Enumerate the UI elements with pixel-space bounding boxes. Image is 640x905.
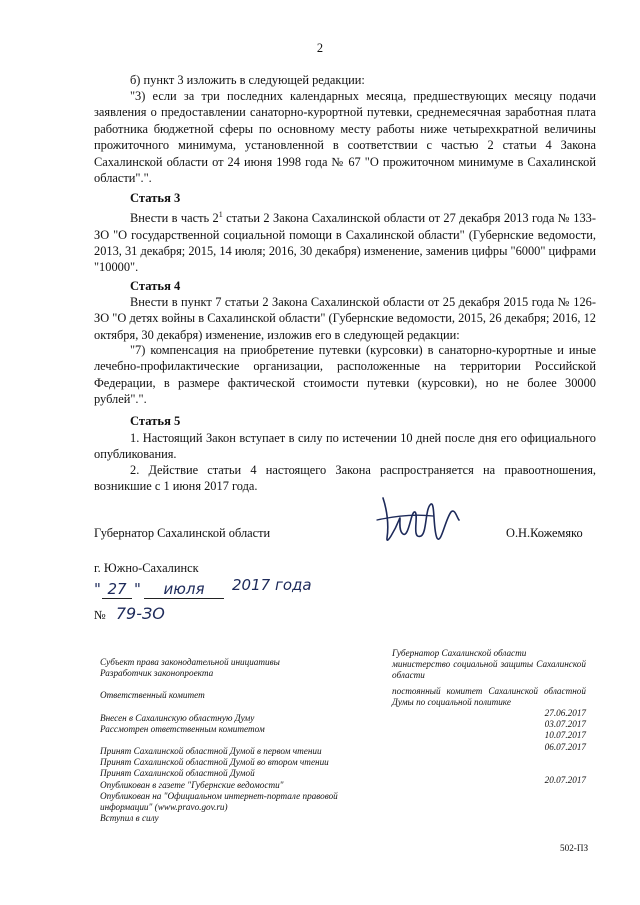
meta-left-column — [100, 657, 370, 824]
meta-date-adopted: 06.07.2017 — [544, 741, 586, 752]
meta-submitted-label: Внесен в Сахалинскую областную Думу — [100, 712, 255, 723]
meta-published-portal-label: Опубликован на "Официальном интернет-портале правовой информации" (www.pravo.gov.ru) — [100, 790, 338, 813]
meta-right-column — [392, 648, 586, 786]
date-close-quote: " — [134, 580, 141, 598]
meta-date-submitted: 27.06.2017 — [544, 708, 586, 719]
article-3-text-before: Внести в часть 2 — [130, 211, 219, 226]
meta-committee-value: постоянный комитет Сахалинской областной Думы по социальной политике — [392, 685, 586, 707]
city: г. Южно-Сахалинск — [94, 561, 199, 575]
handwritten-signature — [375, 490, 485, 560]
article-4-heading: Статья 4 — [130, 279, 181, 293]
number-value: 79-ЗО — [115, 604, 165, 623]
article-3-text — [94, 207, 596, 276]
law-number — [94, 604, 165, 624]
meta-in-force-label: Вступил в силу — [100, 813, 159, 824]
meta-published-newspaper-label: Опубликован в газете "Губернские ведомости" — [100, 779, 284, 790]
meta-spacer — [100, 679, 370, 690]
meta-first-reading-label: Принят Сахалинской областной Думой в первом чтении — [100, 746, 322, 757]
meta-spacer — [392, 753, 586, 775]
article-5-heading: Статья 5 — [130, 414, 181, 428]
article-3-text-after: статьи 2 Закона Сахалинской области от 27 декабря 2013 года № 133-ЗО "О государственной социальной помощи в Сахалинской области" (Губернские ведомости, 2013, 31 декабря; 2015, 14 июля; 2016, 30 декабря) изменение, заменив цифры "6000" цифрами "10000". — [94, 211, 596, 275]
number-sign: № — [94, 608, 106, 622]
meta-spacer — [100, 702, 370, 713]
meta-date-published: 20.07.2017 — [544, 774, 586, 785]
date-open-quote: " — [94, 580, 101, 598]
meta-date-first-reading: 10.07.2017 — [544, 730, 586, 741]
item-b-text: б) пункт 3 изложить в следующей редакции: — [130, 73, 365, 87]
article-4-text: Внести в пункт 7 статьи 2 Закона Сахалинской области от 25 декабря 2015 года № 126-ЗО "О детях войны в Сахалинской области" (Губернские ведомости, 2015, 26 декабря; 2016, 12 октября, 30 декабря) изменение, изложив его в следующей редакции: — [94, 295, 596, 342]
article-5-point-2: 2. Действие статьи 4 настоящего Закона распространяется на правоотношения, возникшие с 1 июня 2017 года. — [94, 463, 596, 494]
meta-second-reading-label: Принят Сахалинской областной Думой во втором чтении — [100, 757, 329, 768]
meta-developer-label: Разработчик законопроекта — [100, 668, 214, 679]
date-line — [94, 578, 394, 600]
meta-reviewed-label: Рассмотрен ответственным комитетом — [100, 723, 265, 734]
article-5-point-1: 1. Настоящий Закон вступает в силу по истечении 10 дней после дня его официального опубликования. — [94, 431, 596, 462]
date-day: 27 — [102, 580, 132, 599]
article-3-superscript: 1 — [218, 210, 223, 219]
quote-point-3: "3) если за три последних календарных месяца, предшествующих месяцу подачи заявления о предоставлении санаторно-курортной путевки, среднемесячная заработная плата работника бюджетной сферы по основному месту работы ниже четырехкратной величины прожиточного минимума, установленной в соответствии с частью 2 статьи 4 Закона Сахалинской области от 24 июня 1998 года № 67 "О прожиточном минимуме в Сахалинской области".". — [94, 89, 596, 186]
meta-subject-value: Губернатор Сахалинской области — [392, 648, 527, 658]
meta-developer-value: министерство социальной защиты Сахалинской области — [392, 659, 586, 681]
meta-date-reviewed: 03.07.2017 — [544, 719, 586, 730]
footer-code: 502-ПЗ — [560, 843, 589, 853]
meta-adopted-label: Принят Сахалинской областной Думой — [100, 768, 255, 779]
date-year: 2017 года — [232, 576, 312, 594]
article-3-heading: Статья 3 — [130, 191, 181, 205]
page-number: 2 — [316, 41, 324, 55]
governor-position: Губернатор Сахалинской области — [94, 526, 271, 540]
governor-name: О.Н.Кожемяко — [506, 526, 583, 540]
date-month: июля — [144, 580, 224, 599]
article-4-quote: "7) компенсация на приобретение путевки (курсовки) в санаторно-курортные и иные лечебно-профилактические организации, расположенные на территории Российской Федерации, в размере фактической стоимости путевки (курсовки), но не более 30000 рублей".". — [94, 343, 596, 407]
meta-spacer — [100, 735, 370, 746]
meta-committee-label: Ответственный комитет — [100, 690, 205, 701]
meta-subject-label: Субъект права законодательной инициативы — [100, 657, 280, 667]
